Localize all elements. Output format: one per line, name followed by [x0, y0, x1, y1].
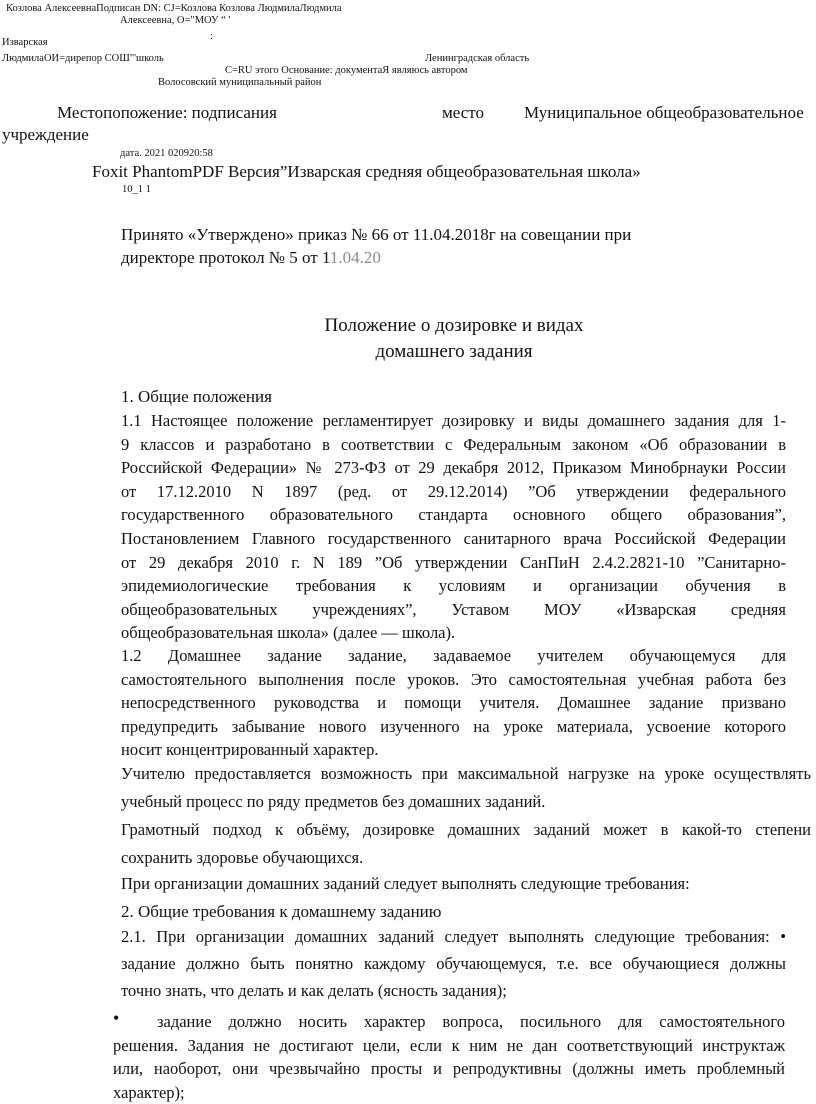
location-line-2: учреждение: [2, 125, 89, 144]
signature-line-3: Изварская: [2, 37, 48, 48]
paragraph-1-1-line: государственного образовательного стандарта основного общего образования”,: [121, 505, 786, 525]
signature-line-5: C=RU этого Основание: документаЯ являюсь автором: [225, 65, 468, 76]
paragraph-1-3-line: учебный процесс по ряду предметов без домашних заданий.: [121, 792, 546, 811]
location-organization: Муниципальное общеобразовательное: [524, 103, 804, 122]
bullet-paragraph-line: решения. Задания не достигают цели, если к ним не дан соответствующий инструктаж: [113, 1035, 785, 1055]
bullet-paragraph-line: характер);: [113, 1082, 185, 1102]
approval-date-faded: 1.04.20: [329, 248, 381, 267]
paragraph-2-1-line: точно знать, что делать и как делать (ясность задания);: [121, 981, 507, 1000]
signing-date: дата. 2021 020920:58: [120, 148, 213, 159]
paragraph-1-1-line: 9 классов и разработано в соответствии с Федеральным законом «Об образовании в: [121, 434, 786, 454]
paragraph-1-1-line: Постановлением Главного государственного санитарного врача Российской Федерации: [121, 529, 786, 548]
signature-line-3-mark: :: [210, 31, 213, 42]
paragraph-1-1-line: от 29 декабря 2010 г. N 189 ”Об утверждении СанПиН 2.4.2.2821-10 ”Санитарно-: [121, 552, 786, 572]
paragraph-1-1-line: общеобразовательных учреждениях”, Уставом МОУ «Изварская средняя: [121, 599, 786, 619]
paragraph-1-1-line: Российской Федерации» № 273-ФЗ от 29 декабря 2012, Приказом Минобрнауки России: [121, 458, 786, 478]
paragraph-1-2-line: предупредить забывание нового изученного на уроке материала, усвоение которого: [121, 716, 786, 736]
paragraph-1-1-line: 1.1 Настоящее положение регламентирует дозировку и виды домашнего задания для 1-: [121, 411, 786, 430]
paragraph-1-1-line: эпидемиологические требования к условиям и организации обучения в: [121, 576, 786, 596]
paragraph-2-1-line: 2.1. При организации домашних заданий следует выполнять следующие требования: •: [121, 927, 786, 946]
approval-line-2: [121, 246, 381, 269]
signature-line-1: Козлова АлексеевнаПодписан DN: CJ=Козлова Козлова ЛюдмилаЛюдмила: [6, 3, 342, 14]
paragraph-1-1-line: общеобразовательная школа» (далее — школа).: [121, 623, 456, 643]
signature-region: Ленинградская область: [425, 53, 530, 64]
location-place: место: [442, 103, 484, 122]
paragraph-1-1-line: от 17.12.2010 N 1897 (ред. от 29.12.2014) ”Об утверждении федерального: [121, 481, 786, 501]
document-title: Положение о дозировке и видах: [324, 315, 584, 336]
paragraph-1-2-line: носит концентрированный характер.: [121, 740, 379, 760]
bullet-paragraph-line: или, наоборот, они чрезвычайно просты и репродуктивны (должны иметь проблемный: [113, 1059, 785, 1079]
paragraph-1-4-line: Грамотный подход к объёму, дозировке домашних заданий может в какой-то степени: [121, 820, 811, 839]
paragraph-2-1-line: задание должно быть понятно каждому обучающемуся, т.е. все обучающиеся должны: [121, 954, 786, 973]
signature-line-6: Волосовский муниципальный район: [158, 77, 322, 88]
signature-line-2: Алексеевна, O="МОУ “ ': [120, 15, 231, 26]
location-label: Местопопожение: подписания: [57, 103, 277, 122]
paragraph-1-5: При организации домашних заданий следует выполнять следующие требования:: [121, 874, 690, 893]
foxit-version: 10_1 1: [122, 184, 151, 195]
paragraph-1-4-line: сохранить здоровье обучающихся.: [121, 848, 364, 867]
signature-line-4: ЛюдмилаОИ=дирепор СОШ"'школь: [2, 53, 164, 64]
section-2-heading: 2. Общие требования к домашнему заданию: [121, 902, 442, 921]
paragraph-1-2-line: 1.2 Домашнее задание задание, задаваемое учителем обучающемуся для: [121, 646, 786, 665]
bullet-marker: •: [113, 1008, 120, 1028]
foxit-line: Foxit PhantomPDF Версия”Изварская средняя общеобразовательная школа»: [92, 162, 641, 181]
paragraph-1-2-line: самостоятельного выполнения после уроков. Это самостоятельная учебная работа без: [121, 669, 786, 689]
paragraph-1-2-line: непосредственного руководства и помощи учителя. Домашнее задание призвано: [121, 693, 786, 713]
paragraph-1-3-line: Учителю предоставляется возможность при максимальной нагрузке на уроке осуществлять: [121, 764, 811, 783]
approval-line-1: Принято «Утверждено» приказ № 66 от 11.04.2018г на совещании при: [121, 225, 632, 244]
section-1-heading: 1. Общие положения: [121, 387, 272, 406]
approval-line-2-text: директоре протокол № 5 от 1: [121, 248, 330, 267]
document-title-line-2: домашнего задания: [375, 341, 533, 362]
bullet-paragraph-line: задание должно носить характер вопроса, посильного для самостоятельного: [157, 1012, 785, 1031]
